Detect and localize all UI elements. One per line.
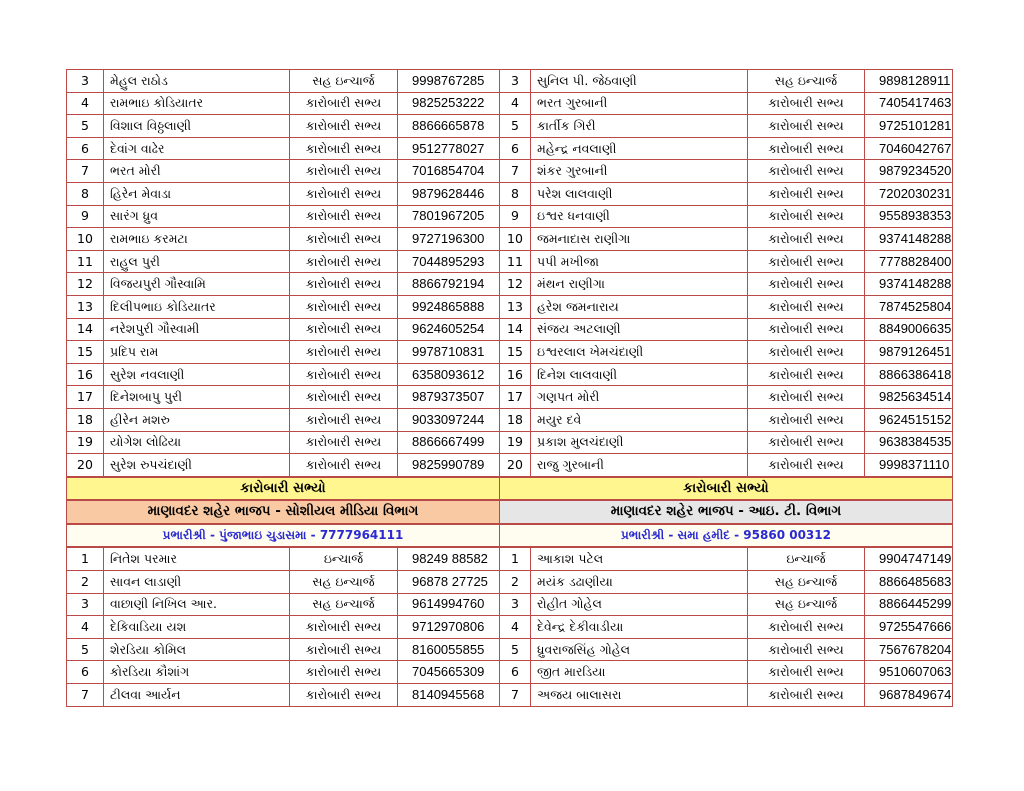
right-section-table <box>499 547 953 706</box>
member-role: કારોબારી સભ્ય <box>748 115 865 138</box>
table-row <box>500 386 953 409</box>
member-role: કારોબારી સભ્ય <box>748 454 865 477</box>
member-role: કારોબારી સભ્ય <box>290 182 398 205</box>
member-phone: 8849006635 <box>865 318 953 341</box>
member-name: મંથન રાણીગા <box>531 273 748 296</box>
member-role: ઇન્ચાર્જ <box>290 548 398 571</box>
member-phone: 9879126451 <box>865 341 953 364</box>
member-name: રામભાઇ કોડિયાતર <box>104 92 290 115</box>
right-column <box>499 69 953 707</box>
table-row <box>500 250 953 273</box>
member-name: સાવન લાડાણી <box>104 571 290 594</box>
row-number: 20 <box>67 454 104 477</box>
table-row <box>67 205 500 228</box>
table-row <box>500 318 953 341</box>
member-phone: 9725547666 <box>865 616 953 639</box>
member-role: કારોબારી સભ્ય <box>290 616 398 639</box>
member-role: કારોબારી સભ્ય <box>748 638 865 661</box>
table-row <box>500 454 953 477</box>
member-role: કારોબારી સભ્ય <box>290 408 398 431</box>
member-phone: 9558938353 <box>865 205 953 228</box>
row-number: 13 <box>67 295 104 318</box>
member-name: સારંગ ધ્રુવ <box>104 205 290 228</box>
member-phone: 7016854704 <box>398 160 500 183</box>
member-phone: 9614994760 <box>398 593 500 616</box>
table-row <box>500 160 953 183</box>
row-number: 5 <box>67 638 104 661</box>
member-phone: 9879628446 <box>398 182 500 205</box>
member-role: કારોબારી સભ્ય <box>748 182 865 205</box>
member-phone: 9978710831 <box>398 341 500 364</box>
table-row <box>67 593 500 616</box>
member-name: દિનેશ લાલવાણી <box>531 363 748 386</box>
member-name: હરેશ જમનારાય <box>531 295 748 318</box>
row-number: 3 <box>67 593 104 616</box>
member-role: કારોબારી સભ્ય <box>290 454 398 477</box>
left-members-table <box>66 69 500 477</box>
member-phone: 9998371110 <box>865 454 953 477</box>
table-row <box>500 341 953 364</box>
member-phone: 9712970806 <box>398 616 500 639</box>
table-row <box>500 684 953 707</box>
row-number: 6 <box>67 661 104 684</box>
table-row <box>67 115 500 138</box>
member-phone: 8866485683 <box>865 571 953 594</box>
member-phone: 8866667499 <box>398 431 500 454</box>
member-phone: 8160055855 <box>398 638 500 661</box>
member-role: કારોબારી સભ્ય <box>748 431 865 454</box>
member-phone: 9898128911 <box>865 70 953 93</box>
row-number: 7 <box>67 160 104 183</box>
member-name: ટીલવા આર્યન <box>104 684 290 707</box>
row-number: 16 <box>67 363 104 386</box>
row-number: 14 <box>500 318 531 341</box>
member-name: નરેશપુરી ગૌસ્વામી <box>104 318 290 341</box>
table-row <box>67 454 500 477</box>
table-row <box>67 571 500 594</box>
right-members-table <box>499 69 953 477</box>
row-number: 20 <box>500 454 531 477</box>
row-number: 8 <box>67 182 104 205</box>
table-row <box>500 205 953 228</box>
member-phone: 9879234520 <box>865 160 953 183</box>
member-phone: 7202030231 <box>865 182 953 205</box>
member-role: સહ ઇન્ચાર્જ <box>748 571 865 594</box>
row-number: 16 <box>500 363 531 386</box>
member-name: સંજય અટલાણી <box>531 318 748 341</box>
member-name: વાછાણી નિખિલ આર. <box>104 593 290 616</box>
table-row <box>500 363 953 386</box>
row-number: 4 <box>67 92 104 115</box>
table-row <box>500 115 953 138</box>
member-name: દિનેશબાપુ પુરી <box>104 386 290 409</box>
member-role: કારોબારી સભ્ય <box>748 295 865 318</box>
table-row <box>500 616 953 639</box>
member-name: દેવેન્દ્ર દેકીવાડીયા <box>531 616 748 639</box>
member-phone: 7778828400 <box>865 250 953 273</box>
table-row <box>500 295 953 318</box>
member-role: સહ ઇન્ચાર્જ <box>290 593 398 616</box>
table-row <box>500 228 953 251</box>
member-role: કારોબારી સભ્ય <box>290 228 398 251</box>
member-role: કારોબારી સભ્ય <box>290 341 398 364</box>
member-role: કારોબારી સભ્ય <box>748 273 865 296</box>
member-role: કારોબારી સભ્ય <box>748 616 865 639</box>
member-phone: 7874525804 <box>865 295 953 318</box>
member-name: કાર્તીક ગિરી <box>531 115 748 138</box>
table-row <box>500 593 953 616</box>
member-name: પપી મખીજા <box>531 250 748 273</box>
member-role: કારોબારી સભ્ય <box>748 661 865 684</box>
member-role: કારોબારી સભ્ય <box>290 661 398 684</box>
member-name: ગણપત મોરી <box>531 386 748 409</box>
table-row <box>500 408 953 431</box>
member-phone: 9879373507 <box>398 386 500 409</box>
member-role: કારોબારી સભ્ય <box>748 363 865 386</box>
row-number: 11 <box>67 250 104 273</box>
member-name: ઇશ્વરલાલ ખેમચંદાણી <box>531 341 748 364</box>
table-row <box>67 228 500 251</box>
member-name: ભરત ગુરબાની <box>531 92 748 115</box>
member-phone: 9624515152 <box>865 408 953 431</box>
member-role: કારોબારી સભ્ય <box>748 341 865 364</box>
member-role: કારોબારી સભ્ય <box>290 363 398 386</box>
left-section-heading: કારોબારી સભ્યો <box>66 477 500 501</box>
row-number: 4 <box>500 92 531 115</box>
member-name: ઇશ્વર ધનવાણી <box>531 205 748 228</box>
member-name: જમનાદાસ રાણીગા <box>531 228 748 251</box>
member-role: કારોબારી સભ્ય <box>290 638 398 661</box>
member-phone: 98249 88582 <box>398 548 500 571</box>
member-role: કારોબારી સભ્ય <box>748 137 865 160</box>
member-name: પ્રકાશ મુલચંદાણી <box>531 431 748 454</box>
member-phone: 9624605254 <box>398 318 500 341</box>
table-row <box>67 341 500 364</box>
member-name: શેરડિયા કોમિલ <box>104 638 290 661</box>
table-row <box>67 182 500 205</box>
member-role: કારોબારી સભ્ય <box>290 160 398 183</box>
row-number: 3 <box>67 70 104 93</box>
member-role: કારોબારી સભ્ય <box>290 137 398 160</box>
row-number: 18 <box>500 408 531 431</box>
table-row <box>67 318 500 341</box>
member-phone: 9510607063 <box>865 661 953 684</box>
member-role: કારોબારી સભ્ય <box>748 386 865 409</box>
row-number: 4 <box>500 616 531 639</box>
row-number: 5 <box>500 638 531 661</box>
member-phone: 96878 27725 <box>398 571 500 594</box>
table-row <box>67 273 500 296</box>
member-phone: 9727196300 <box>398 228 500 251</box>
member-name: મેહુલ રાઠોડ <box>104 70 290 93</box>
member-role: કારોબારી સભ્ય <box>748 160 865 183</box>
member-role: કારોબારી સભ્ય <box>290 250 398 273</box>
table-row <box>67 408 500 431</box>
member-phone: 9033097244 <box>398 408 500 431</box>
row-number: 14 <box>67 318 104 341</box>
row-number: 2 <box>500 571 531 594</box>
left-section-title: માણાવદર શહેર ભાજપ - સોશીયલ મીડિયા વિભાગ <box>66 500 500 524</box>
member-name: હીરેન મશરુ <box>104 408 290 431</box>
member-role: ઇન્ચાર્જ <box>748 548 865 571</box>
row-number: 19 <box>500 431 531 454</box>
member-name: આકાશ પટેલ <box>531 548 748 571</box>
member-role: કારોબારી સભ્ય <box>748 318 865 341</box>
member-role: કારોબારી સભ્ય <box>290 684 398 707</box>
table-row <box>67 250 500 273</box>
member-name: નિતેશ પરમાર <box>104 548 290 571</box>
row-number: 15 <box>500 341 531 364</box>
row-number: 10 <box>67 228 104 251</box>
member-role: સહ ઇન્ચાર્જ <box>290 70 398 93</box>
table-row <box>67 616 500 639</box>
right-section-heading: કારોબારી સભ્યો <box>499 477 953 501</box>
member-name: મયંક ડઢાણીયા <box>531 571 748 594</box>
member-phone: 8866665878 <box>398 115 500 138</box>
table-row <box>500 661 953 684</box>
table-row <box>500 548 953 571</box>
member-role: કારોબારી સભ્ય <box>290 431 398 454</box>
row-number: 17 <box>500 386 531 409</box>
table-row <box>67 137 500 160</box>
member-name: દેવાંગ વાઢેર <box>104 137 290 160</box>
table-row <box>67 431 500 454</box>
member-name: સુરેશ નવલાણી <box>104 363 290 386</box>
table-row <box>67 661 500 684</box>
member-phone: 9825990789 <box>398 454 500 477</box>
left-section-incharge: પ્રભારીશ્રી - પુંજાભાઇ ચુડાસમા - 7777964111 <box>66 524 500 548</box>
member-name: ધ્રુવરાજસિંહ ગોહેલ <box>531 638 748 661</box>
member-role: કારોબારી સભ્ય <box>290 115 398 138</box>
row-number: 9 <box>500 205 531 228</box>
row-number: 5 <box>67 115 104 138</box>
row-number: 6 <box>500 137 531 160</box>
member-name: મયુર દવે <box>531 408 748 431</box>
member-phone: 9904747149 <box>865 548 953 571</box>
member-name: શંકર ગુરબાની <box>531 160 748 183</box>
member-name: વિજયપુરી ગૌસ્વામિ <box>104 273 290 296</box>
row-number: 13 <box>500 295 531 318</box>
row-number: 7 <box>67 684 104 707</box>
row-number: 18 <box>67 408 104 431</box>
member-name: સુરેશ રુપચંદાણી <box>104 454 290 477</box>
member-phone: 8140945568 <box>398 684 500 707</box>
table-row <box>67 160 500 183</box>
member-phone: 9374148288 <box>865 273 953 296</box>
table-row <box>67 92 500 115</box>
member-phone: 9638384535 <box>865 431 953 454</box>
member-role: કારોબારી સભ્ય <box>290 295 398 318</box>
row-number: 10 <box>500 228 531 251</box>
row-number: 4 <box>67 616 104 639</box>
member-name: જીત મારડિયા <box>531 661 748 684</box>
member-name: કોરડિયા કૌશાંગ <box>104 661 290 684</box>
member-name: રામભાઇ કરમટા <box>104 228 290 251</box>
member-role: કારોબારી સભ્ય <box>748 228 865 251</box>
member-name: સુનિલ પી. જેઠવાણી <box>531 70 748 93</box>
member-role: કારોબારી સભ્ય <box>290 92 398 115</box>
row-number: 6 <box>500 661 531 684</box>
member-role: કારોબારી સભ્ય <box>748 250 865 273</box>
member-phone: 9374148288 <box>865 228 953 251</box>
member-role: કારોબારી સભ્ય <box>290 205 398 228</box>
table-row <box>500 273 953 296</box>
table-row <box>500 182 953 205</box>
member-role: કારોબારી સભ્ય <box>748 408 865 431</box>
table-row <box>67 295 500 318</box>
member-phone: 8866445299 <box>865 593 953 616</box>
member-phone: 9998767285 <box>398 70 500 93</box>
member-phone: 9687849674 <box>865 684 953 707</box>
member-phone: 9825253222 <box>398 92 500 115</box>
member-name: પ્રદિપ રામ <box>104 341 290 364</box>
member-phone: 7567678204 <box>865 638 953 661</box>
member-role: સહ ઇન્ચાર્જ <box>290 571 398 594</box>
row-number: 3 <box>500 593 531 616</box>
member-name: હિરેન મેવાડા <box>104 182 290 205</box>
left-column <box>66 69 500 707</box>
table-row <box>500 137 953 160</box>
member-role: સહ ઇન્ચાર્જ <box>748 70 865 93</box>
member-phone: 9924865888 <box>398 295 500 318</box>
member-role: સહ ઇન્ચાર્જ <box>748 593 865 616</box>
member-name: અજય બાલાસરા <box>531 684 748 707</box>
table-row <box>67 70 500 93</box>
member-role: કારોબારી સભ્ય <box>290 273 398 296</box>
row-number: 3 <box>500 70 531 93</box>
member-phone: 9825634514 <box>865 386 953 409</box>
row-number: 2 <box>67 571 104 594</box>
member-name: મહેન્દ્ર નવલાણી <box>531 137 748 160</box>
table-row <box>500 431 953 454</box>
member-name: રાહુલ પુરી <box>104 250 290 273</box>
member-role: કારોબારી સભ્ય <box>290 386 398 409</box>
row-number: 7 <box>500 160 531 183</box>
left-section-table <box>66 547 500 706</box>
table-row <box>67 363 500 386</box>
member-phone: 9512778027 <box>398 137 500 160</box>
member-phone: 8866386418 <box>865 363 953 386</box>
row-number: 1 <box>500 548 531 571</box>
table-row <box>67 386 500 409</box>
member-role: કારોબારી સભ્ય <box>290 318 398 341</box>
table-row <box>500 70 953 93</box>
row-number: 12 <box>500 273 531 296</box>
row-number: 6 <box>67 137 104 160</box>
row-number: 15 <box>67 341 104 364</box>
member-name: દિલીપભાઇ કોડિયાતર <box>104 295 290 318</box>
member-role: કારોબારી સભ્ય <box>748 92 865 115</box>
member-name: યોગેશ લોઢિયા <box>104 431 290 454</box>
member-name: ભરત મોરી <box>104 160 290 183</box>
member-name: રાજુ ગુરબાની <box>531 454 748 477</box>
right-section-incharge: પ્રભારીશ્રી - સમા હમીદ - 95860 00312 <box>499 524 953 548</box>
table-row <box>500 92 953 115</box>
member-name: દેકિવાડિયા યશ <box>104 616 290 639</box>
row-number: 5 <box>500 115 531 138</box>
row-number: 19 <box>67 431 104 454</box>
table-row <box>67 548 500 571</box>
member-phone: 6358093612 <box>398 363 500 386</box>
member-name: પરેશ લાલવાણી <box>531 182 748 205</box>
table-row <box>67 638 500 661</box>
member-phone: 7801967205 <box>398 205 500 228</box>
table-row <box>500 638 953 661</box>
member-phone: 9725101281 <box>865 115 953 138</box>
member-name: વિશાલ વિઠ્ઠલાણી <box>104 115 290 138</box>
member-phone: 8866792194 <box>398 273 500 296</box>
member-phone: 7046042767 <box>865 137 953 160</box>
row-number: 8 <box>500 182 531 205</box>
table-row <box>500 571 953 594</box>
row-number: 12 <box>67 273 104 296</box>
member-phone: 7405417463 <box>865 92 953 115</box>
member-name: રોહીત ગોહેલ <box>531 593 748 616</box>
row-number: 9 <box>67 205 104 228</box>
member-role: કારોબારી સભ્ય <box>748 684 865 707</box>
row-number: 11 <box>500 250 531 273</box>
right-section-title: માણાવદર શહેર ભાજપ - આઇ. ટી. વિભાગ <box>499 500 953 524</box>
row-number: 1 <box>67 548 104 571</box>
member-role: કારોબારી સભ્ય <box>748 205 865 228</box>
row-number: 17 <box>67 386 104 409</box>
table-row <box>67 684 500 707</box>
member-phone: 7045665309 <box>398 661 500 684</box>
row-number: 7 <box>500 684 531 707</box>
member-phone: 7044895293 <box>398 250 500 273</box>
